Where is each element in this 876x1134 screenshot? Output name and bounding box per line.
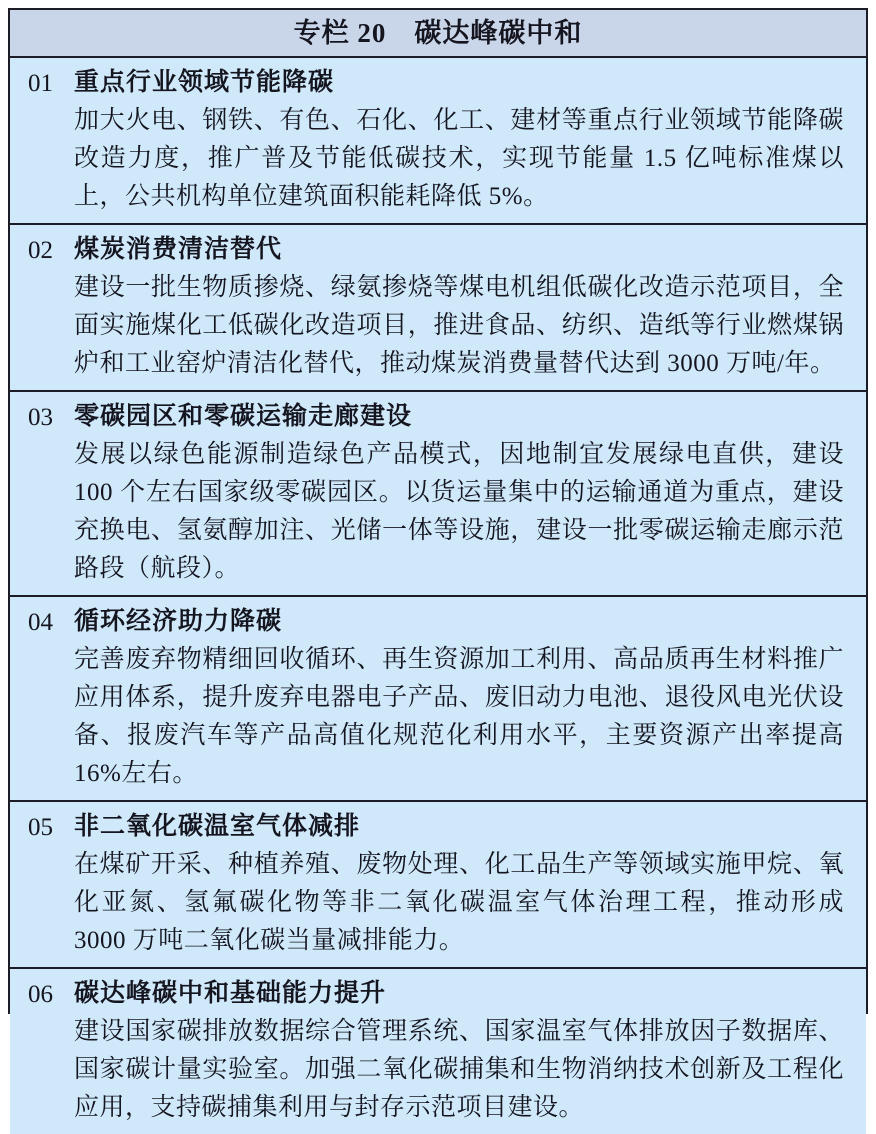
section-number: 05	[28, 814, 53, 841]
section-heading: 煤炭消费清洁替代	[74, 236, 283, 263]
section-number: 03	[28, 404, 53, 431]
section-body: 完善废弃物精细回收循环、再生资源加工利用、高品质再生材料推广应用体系，提升废弃电器电子产品、废旧动力电池、退役风电光伏设备、报废汽车等产品高值化规范化利用水平，主要资源产出率提高 16%左右。	[74, 646, 844, 787]
section-heading: 循环经济助力降碳	[74, 608, 283, 635]
section-content	[74, 808, 844, 960]
section-number: 04	[28, 609, 53, 636]
section-row-01	[10, 58, 866, 223]
section-heading: 非二氧化碳温室气体减排	[74, 813, 361, 840]
section-heading: 碳达峰碳中和基础能力提升	[74, 980, 387, 1007]
section-heading: 重点行业领域节能降碳	[74, 69, 335, 96]
section-body: 发展以绿色能源制造绿色产品模式，因地制宜发展绿电直供，建设 100 个左右国家级零碳园区。以货运量集中的运输通道为重点，建设充换电、氢氨醇加注、光储一体等设施，建设一批零碳运输走廊示范路段（航段）。	[74, 441, 844, 582]
section-content	[74, 603, 844, 793]
section-body: 建设一批生物质掺烧、绿氨掺烧等煤电机组低碳化改造示范项目，全面实施煤化工低碳化改造项目，推进食品、纺织、造纸等行业燃煤锅炉和工业窑炉清洁化替代，推动煤炭消费量替代达到 3000 万吨/年。	[74, 274, 844, 377]
section-number: 02	[28, 237, 53, 264]
section-number: 01	[28, 70, 53, 97]
section-row-02	[10, 223, 866, 390]
panel-title: 专栏 20 碳达峰碳中和	[10, 10, 866, 58]
section-row-03	[10, 390, 866, 595]
section-number: 06	[28, 981, 53, 1008]
section-row-05	[10, 800, 866, 967]
section-body: 在煤矿开采、种植养殖、废物处理、化工品生产等领域实施甲烷、氧化亚氮、氢氟碳化物等非二氧化碳温室气体治理工程，推动形成 3000 万吨二氧化碳当量减排能力。	[74, 851, 844, 954]
section-content	[74, 231, 844, 383]
section-content	[74, 64, 844, 216]
policy-panel	[8, 8, 868, 1121]
section-row-04	[10, 595, 866, 800]
section-body: 建设国家碳排放数据综合管理系统、国家温室气体排放因子数据库、国家碳计量实验室。加强二氧化碳捕集和生物消纳技术创新及工程化应用，支持碳捕集利用与封存示范项目建设。	[74, 1018, 844, 1121]
section-content	[74, 398, 844, 588]
section-content	[74, 975, 844, 1127]
section-body: 加大火电、钢铁、有色、石化、化工、建材等重点行业领域节能降碳改造力度，推广普及节能低碳技术，实现节能量 1.5 亿吨标准煤以上，公共机构单位建筑面积能耗降低 5%。	[74, 107, 844, 210]
section-heading: 零碳园区和零碳运输走廊建设	[74, 403, 413, 430]
section-row-06	[10, 967, 866, 1134]
